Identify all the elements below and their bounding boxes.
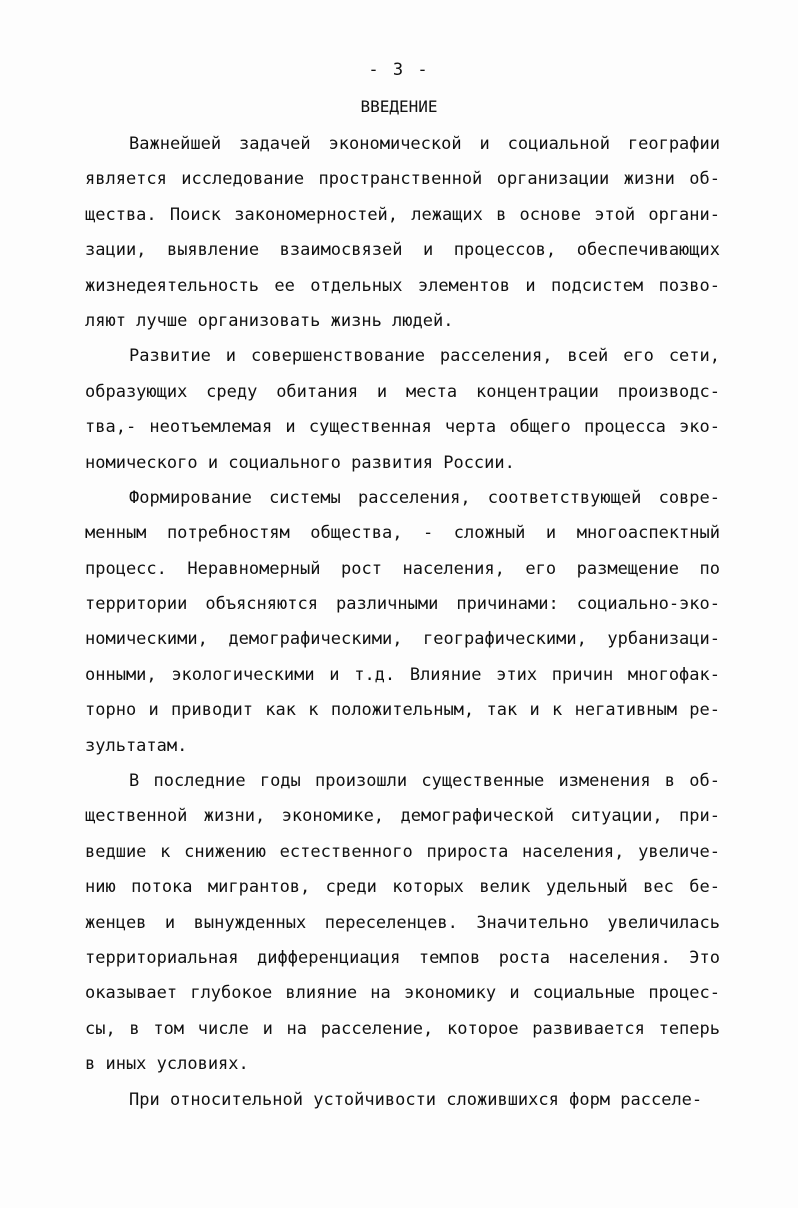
- text-line: ведшие к снижению естественного прироста населения, увеличе-: [85, 841, 720, 862]
- text-line: номического и социального развития России.: [85, 452, 515, 473]
- text-line: менным потребностям общества, - сложный и многоаспектный: [85, 523, 720, 544]
- text-line: сы, в том числе и на расселение, которое развивается теперь: [85, 1018, 720, 1039]
- text-line: является исследование пространственной организации жизни об-: [85, 169, 720, 190]
- text-line: территории объясняются различными причинами: социально-эко-: [85, 594, 720, 615]
- text-line: ляют лучше организовать жизнь людей.: [85, 310, 454, 331]
- paragraph: [85, 1083, 720, 1118]
- text-line: образующих среду обитания и места концентрации производс-: [85, 381, 720, 402]
- text-line: При относительной устойчивости сложившихся форм расселе-: [129, 1089, 703, 1110]
- page-number: - 3 -: [368, 60, 430, 80]
- text-line: процесс. Неравномерный рост населения, его размещение по: [85, 558, 720, 579]
- text-line: тва,- неотъемлемая и существенная черта общего процесса эко-: [85, 417, 720, 438]
- text-line: женцев и вынужденных переселенцев. Значительно увеличилась: [85, 912, 720, 933]
- paragraph: [85, 481, 720, 764]
- text-line: оказывает глубокое влияние на экономику и социальные процес-: [85, 983, 720, 1004]
- paragraph: [85, 764, 720, 1083]
- text-line: нию потока мигрантов, среди которых велик удельный вес бе-: [85, 877, 720, 898]
- section-heading: ВВЕДЕНИЕ: [360, 97, 438, 116]
- text-line: жизнедеятельность ее отдельных элементов и подсистем позво-: [85, 275, 720, 296]
- text-line: Формирование системы расселения, соответствующей совре-: [129, 487, 720, 508]
- text-line: Важнейшей задачей экономической и социальной географии: [129, 134, 720, 154]
- text-line: онными, экологическими и т.д. Влияние этих причин многофак-: [85, 664, 720, 685]
- text-line: В последние годы произошли существенные изменения в об-: [129, 771, 720, 792]
- text-line: зации, выявление взаимосвязей и процессов, обеспечивающих: [85, 240, 720, 261]
- text-line: щественной жизни, экономике, демографической ситуации, при-: [85, 806, 720, 827]
- text-line: номическими, демографическими, географическими, урбанизаци-: [85, 629, 720, 650]
- text-line: территориальная дифференциация темпов роста населения. Это: [85, 947, 720, 968]
- text-line: торно и приводит как к положительным, так и к негативным ре-: [85, 700, 720, 721]
- paragraph: [85, 127, 720, 339]
- text-line: Развитие и совершенствование расселения, всей его сети,: [129, 346, 720, 367]
- text-line: щества. Поиск закономерностей, лежащих в основе этой органи-: [85, 204, 720, 225]
- text-line: зультатам.: [85, 735, 188, 756]
- body-text: [85, 127, 720, 1118]
- paragraph: [85, 339, 720, 481]
- text-line: в иных условиях.: [85, 1054, 249, 1075]
